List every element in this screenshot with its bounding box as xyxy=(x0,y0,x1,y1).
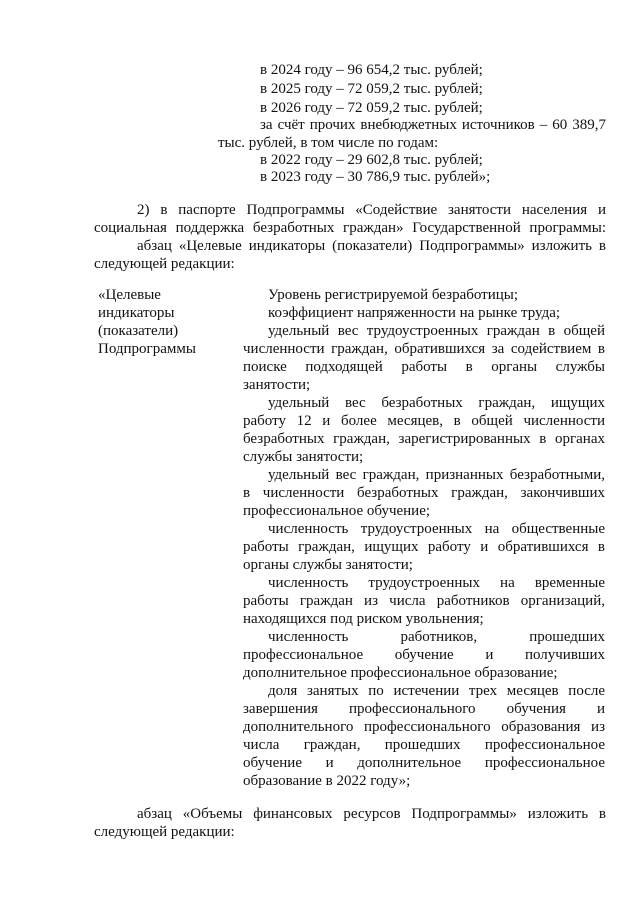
year-2022-line: в 2022 году – 29 602,8 тыс. рублей; xyxy=(260,152,483,168)
table-value-line: находящихся под риском увольнения; xyxy=(243,611,484,627)
table-value-line: дополнительное профессиональное образование; xyxy=(243,665,558,681)
year-2026-line: в 2026 году – 72 059,2 тыс. рублей; xyxy=(260,100,483,116)
table-value-line: доля занятых по истечении трех месяцев после xyxy=(268,683,605,699)
table-value-line: работу 12 и более месяцев, в общей численности xyxy=(243,413,605,429)
table-value-line: удельный вес безработных граждан, ищущих xyxy=(268,395,605,411)
table-value-line: профессиональное обучение; xyxy=(243,503,431,519)
table-value-line: численность трудоустроенных на общественные xyxy=(268,521,605,537)
item2-line-2: социальная поддержка безработных граждан» Государственной программы: xyxy=(94,220,606,236)
item2-line-4: следующей редакции: xyxy=(94,256,235,272)
table-value-line: удельный вес трудоустроенных граждан в общей xyxy=(268,323,605,339)
bottom-line-1: абзац «Объемы финансовых ресурсов Подпрограммы» изложить в xyxy=(137,806,606,822)
table-value-line: работы граждан, ищущих работу и обратившихся в xyxy=(243,539,605,555)
table-value-line: профессиональное обучение и получивших xyxy=(243,647,605,663)
table-value-line: завершения профессионального обучения и xyxy=(243,701,605,717)
table-value-line: поиске подходящей работы в органы службы xyxy=(243,359,605,375)
bottom-line-2: следующей редакции: xyxy=(94,824,235,840)
table-value-line: образование в 2022 году»; xyxy=(243,773,411,789)
table-value-line: Уровень регистрируемой безработицы; xyxy=(268,287,519,303)
table-label-line: (показатели) xyxy=(98,323,179,339)
item2-line-1: 2) в паспорте Подпрограммы «Содействие занятости населения и xyxy=(137,202,606,218)
table-value-line: численность трудоустроенных на временные xyxy=(268,575,605,591)
item2-line-3: абзац «Целевые индикаторы (показатели) Подпрограммы» изложить в xyxy=(137,238,606,254)
table-value-line: безработных граждан, зарегистрированных в органах xyxy=(243,431,605,447)
table-value-line: службы занятости; xyxy=(243,449,364,465)
year-2024-line: в 2024 году – 96 654,2 тыс. рублей; xyxy=(260,62,483,78)
year-2023-line: в 2023 году – 30 786,9 тыс. рублей»; xyxy=(260,169,491,185)
table-value-line: занятости; xyxy=(243,377,311,393)
table-value-line: дополнительного профессионального образования из xyxy=(243,719,605,735)
table-label-line: «Целевые xyxy=(98,287,161,303)
table-value-line: органы службы занятости; xyxy=(243,557,413,573)
table-label-line: Подпрограммы xyxy=(98,341,196,357)
table-value-line: работы граждан из числа работников организаций, xyxy=(243,593,605,609)
extrabudget-line: за счёт прочих внебюджетных источников – 60 389,7 xyxy=(260,117,606,133)
table-value-line: удельный вес граждан, признанных безработными, xyxy=(268,467,605,483)
year-2025-line: в 2025 году – 72 059,2 тыс. рублей; xyxy=(260,81,483,97)
extrabudget-line-cont: тыс. рублей, в том числе по годам: xyxy=(218,135,439,151)
table-value-line: численности граждан, обратившихся за содействием в xyxy=(243,341,605,357)
table-value-line: числа граждан, прошедших профессиональное xyxy=(243,737,605,753)
table-value-line: численность работников, прошедших xyxy=(268,629,605,645)
table-label-line: индикаторы xyxy=(98,305,175,321)
table-value-line: в численности безработных граждан, закончивших xyxy=(243,485,605,501)
table-value-line: обучение и дополнительное профессиональное xyxy=(243,755,605,771)
table-value-line: коэффициент напряженности на рынке труда; xyxy=(268,305,561,321)
